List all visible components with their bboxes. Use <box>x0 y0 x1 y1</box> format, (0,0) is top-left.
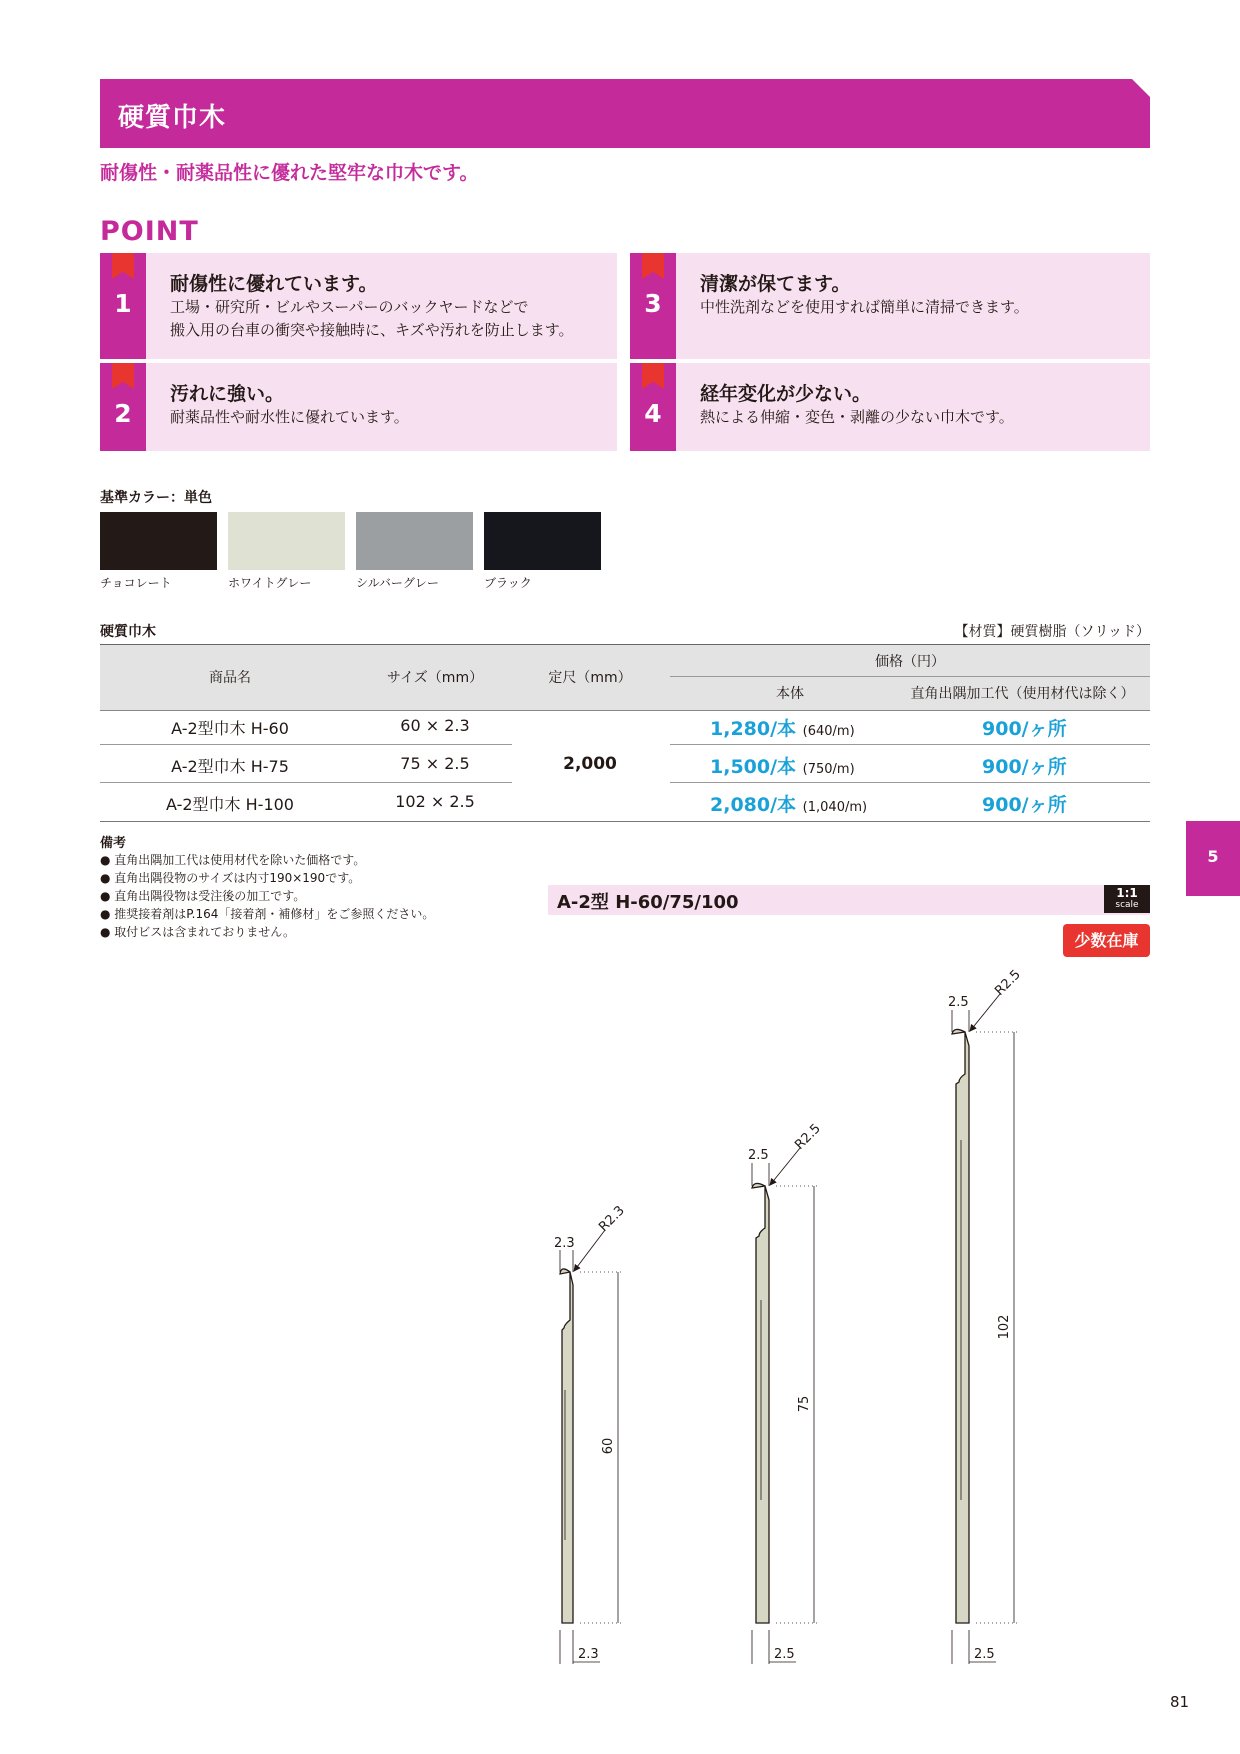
price-corner: 900/ヶ所 <box>982 718 1067 740</box>
price-body <box>710 752 855 779</box>
bookmark-icon <box>642 363 664 389</box>
scale-word: scale <box>1115 900 1139 910</box>
point-desc-line: 搬入用の台車の衝突や接触時に、キズや汚れを防止します。 <box>170 321 574 339</box>
height-label: 102 <box>997 1314 1012 1340</box>
point-title: 汚れに強い。 <box>170 383 285 405</box>
price-per-m: (1,040/m) <box>802 800 868 815</box>
row-divider <box>670 744 1150 745</box>
table-cell-size: 75 × 2.5 <box>400 754 470 773</box>
stock-badge: 少数在庫 <box>1063 924 1150 957</box>
color-swatch-black <box>484 512 601 570</box>
thickness-label-top: 2.3 <box>554 1236 575 1251</box>
price-value: 2,080/本 <box>710 794 797 816</box>
height-label: 75 <box>797 1395 812 1413</box>
point-number: 3 <box>644 289 662 318</box>
profile-h100-shape <box>952 1029 969 1623</box>
price-value: 1,500/本 <box>710 756 797 778</box>
page-number: 81 <box>1170 1693 1190 1711</box>
height-label: 60 <box>601 1437 616 1455</box>
note-item: ● 直角出隅役物は受注後の加工です。 <box>100 889 306 903</box>
table-title: 硬質巾木 <box>100 624 156 640</box>
point-title: 耐傷性に優れています。 <box>170 273 378 295</box>
col-header-size: サイズ（mm） <box>386 670 484 686</box>
col-header-product: 商品名 <box>209 670 251 686</box>
point-desc-line: 中性洗剤などを使用すれば簡単に清掃できます。 <box>700 298 1029 316</box>
point-title: 清潔が保てます。 <box>700 273 851 295</box>
color-name: ホワイトグレー <box>228 576 312 590</box>
note-item: ● 取付ビスは含まれておりません。 <box>100 925 296 939</box>
col-header-price: 価格（円） <box>875 654 945 670</box>
col-header-corner: 直角出隅加工代（使用材代は除く） <box>910 686 1135 702</box>
price-corner: 900/ヶ所 <box>982 756 1067 778</box>
point-desc-line: 工場・研究所・ビルやスーパーのバックヤードなどで <box>170 298 529 316</box>
bookmark-icon <box>112 253 134 279</box>
bookmark-icon <box>112 363 134 389</box>
radius-label: R2.5 <box>792 1121 824 1153</box>
radius-label: R2.5 <box>992 967 1024 999</box>
profile-h100 <box>948 967 1024 1664</box>
col-header-body: 本体 <box>776 686 804 702</box>
color-swatch-silver-gray <box>356 512 473 570</box>
color-swatch-chocolate <box>100 512 217 570</box>
table-cell-product: A-2型巾木 H-60 <box>171 719 289 738</box>
profile-h60-shape <box>560 1269 573 1623</box>
point-title: 経年変化が少ない。 <box>700 383 872 405</box>
point-desc-line: 熱による伸縮・変色・剥離の少ない巾木です。 <box>700 408 1014 426</box>
point-number: 4 <box>644 399 662 428</box>
point-number-badge <box>630 253 676 359</box>
drawing-title: A-2型 H-60/75/100 <box>557 892 739 913</box>
header-divider <box>670 676 1150 677</box>
color-name: シルバーグレー <box>356 576 439 590</box>
profile-h75 <box>748 1121 824 1664</box>
point-number: 1 <box>114 289 132 318</box>
table-cell-length: 2,000 <box>563 754 617 774</box>
colors-label: 基準カラー：単色 <box>100 490 212 506</box>
header-bar <box>100 79 1150 148</box>
point-number-badge <box>100 253 146 359</box>
profile-h60 <box>554 1203 628 1664</box>
material-note: 【材質】硬質樹脂（ソリッド） <box>954 624 1150 640</box>
page-title: 硬質巾木 <box>118 103 227 133</box>
price-corner: 900/ヶ所 <box>982 794 1067 816</box>
notes-title: 備考 <box>100 836 127 851</box>
thickness-label-top: 2.5 <box>748 1148 769 1163</box>
table-bottom-rule <box>100 821 1150 822</box>
note-item: ● 直角出隅役物のサイズは内寸190×190です。 <box>100 871 361 885</box>
row-divider <box>100 782 512 783</box>
price-body <box>710 790 867 817</box>
row-divider <box>100 744 512 745</box>
color-name: チョコレート <box>100 576 172 590</box>
subtitle: 耐傷性・耐薬品性に優れた堅牢な巾木です。 <box>100 162 479 184</box>
thickness-label-bottom: 2.5 <box>774 1647 795 1662</box>
thickness-label-bottom: 2.5 <box>974 1647 995 1662</box>
price-value: 1,280/本 <box>710 718 797 740</box>
note-item: ● 推奨接着剤はP.164「接着剤・補修材」をご参照ください。 <box>100 907 435 921</box>
price-body <box>710 714 855 741</box>
color-name: ブラック <box>484 576 532 590</box>
point-number: 2 <box>114 399 132 428</box>
table-cell-size: 60 × 2.3 <box>400 716 470 735</box>
scale-ratio: 1:1 <box>1116 886 1138 900</box>
point-box-3 <box>630 253 1150 359</box>
profile-drawings <box>540 940 1100 1680</box>
point-box-2 <box>100 363 617 451</box>
table-cell-product: A-2型巾木 H-100 <box>166 795 294 814</box>
chapter-number: 5 <box>1207 847 1219 866</box>
table-cell-size: 102 × 2.5 <box>395 792 475 811</box>
thickness-label-top: 2.5 <box>948 995 969 1010</box>
bookmark-icon <box>642 253 664 279</box>
price-per-m: (640/m) <box>802 724 855 739</box>
color-swatch-white-gray <box>228 512 345 570</box>
point-number-badge <box>100 363 146 451</box>
scale-badge <box>1104 885 1150 913</box>
point-heading: POINT <box>100 216 199 247</box>
point-desc-line: 耐薬品性や耐水性に優れています。 <box>170 408 409 426</box>
row-divider <box>670 782 1150 783</box>
radius-label: R2.3 <box>596 1203 628 1235</box>
chapter-tab[interactable] <box>1186 821 1240 896</box>
point-number-badge <box>630 363 676 451</box>
note-item: ● 直角出隅加工代は使用材代を除いた価格です。 <box>100 853 366 867</box>
table-cell-product: A-2型巾木 H-75 <box>171 757 289 776</box>
col-header-length: 定尺（mm） <box>548 670 632 686</box>
thickness-label-bottom: 2.3 <box>578 1647 599 1662</box>
point-box-4 <box>630 363 1150 451</box>
profile-h75-shape <box>752 1183 769 1623</box>
price-per-m: (750/m) <box>802 762 855 777</box>
point-box-1 <box>100 253 617 359</box>
